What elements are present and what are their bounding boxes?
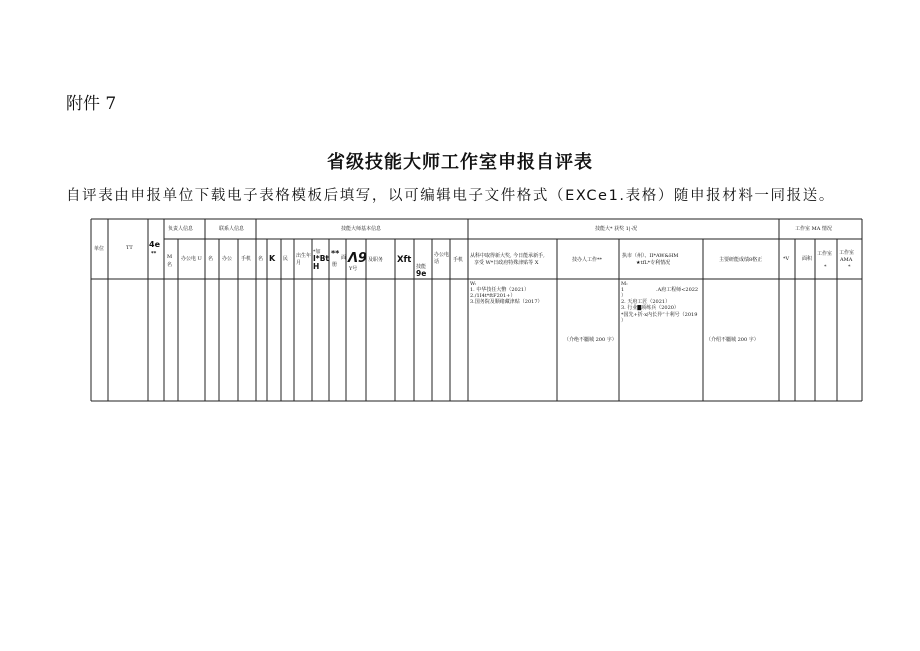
work-note: （介绝不屬城 200 字）	[564, 337, 617, 343]
col-master-star-b: 面	[341, 255, 347, 261]
awards-line: 1. 中华技任大幣（2021）	[470, 287, 530, 293]
group-contact: 联系人信息	[219, 226, 245, 232]
col-master-a9: Λ9	[348, 251, 368, 266]
col-contact-mobile: 手机	[241, 256, 252, 262]
city-line: 3. 行业▇项练兵（2020）	[621, 305, 679, 311]
col-contact-name: 名	[208, 256, 214, 262]
col-skill-city-b: ★tfL*专利情况	[636, 260, 671, 266]
col-contact-office: 办公	[222, 256, 233, 262]
city-line: .A府工程师<2022	[656, 287, 699, 293]
awards-line: 2./1I4t*ftF201+）	[470, 293, 516, 299]
col-master-bth-a: *加	[313, 249, 321, 255]
city-line: *国先+折·x内长异“十利号（2019	[621, 312, 698, 318]
col-master-mobile: 手机	[453, 257, 464, 263]
col-master-star-a: **	[331, 249, 340, 258]
col-bold1b: **	[151, 251, 157, 257]
col-master-level-a: 技能	[416, 264, 427, 270]
main-note: （介绍不屬城 200 字）	[706, 337, 759, 343]
col-bold1: 4e	[149, 240, 160, 249]
city-line: 1	[621, 287, 625, 293]
col-master-level-b: 9e	[416, 269, 427, 278]
page-title: 省级技能大师工作室申报自评表	[327, 152, 593, 173]
col-skill-awards-a: 从科中取得新大奖, 今日能承新手,	[470, 253, 545, 259]
col-studio-ama-b: AMA	[840, 257, 853, 263]
description-text: 自评表由申报单位下载电子表格模板后填写，以可编辑电子文件格式（EXCe1.表格）随申报材料一同报送。	[66, 188, 835, 204]
city-line: 2. 天府工匠（2021）	[621, 299, 671, 305]
col-studio-room-a: 工作室	[817, 251, 833, 257]
col-skill-awards-b: 享受 W*日政府特殊津贴等 X	[474, 260, 539, 266]
col-leader-name2: 名	[167, 262, 173, 268]
col-master-k: K	[269, 254, 276, 263]
col-master-birth2: 月	[296, 260, 302, 266]
city-line: ）	[621, 318, 627, 324]
col-master-office: 办公电	[434, 252, 450, 258]
col-skill-city-a: 执市（州）、II*AW&HM	[622, 253, 679, 259]
city-line: M:	[621, 281, 628, 287]
col-unit: 单位	[94, 246, 105, 252]
col-studio-area: 面积	[802, 256, 813, 262]
col-master-bth-b: I*Bt	[313, 254, 330, 263]
awards-line: W:	[470, 281, 477, 287]
col-studio-ama-a: 工作室	[839, 250, 855, 256]
group-master-basic: 技能大师基本信息	[341, 226, 382, 232]
col-master-name: 名	[258, 256, 264, 262]
col-studio-v: *V	[783, 256, 790, 262]
col-master-birth: 出生年	[296, 253, 312, 259]
group-master-skill: 技能大* 获奖 1|·况	[595, 226, 638, 232]
col-leader-office: 办公电 U	[181, 256, 202, 262]
city-line: ）	[621, 293, 627, 299]
col-studio-ama-c: *	[848, 264, 851, 270]
col-master-ethnic: 民	[283, 256, 289, 262]
group-studio: 工作室 MA 情况	[795, 226, 832, 232]
col-tt: TT	[126, 245, 133, 251]
col-skill-main: 主要研能成绩8格正	[719, 257, 763, 263]
attachment-label: 附件 7	[66, 94, 117, 114]
city-cell	[621, 281, 698, 324]
awards-line: 3.国务院及顺绪藏津贴（2017）	[470, 299, 543, 305]
col-master-a9b: Y号	[349, 266, 358, 272]
col-studio-room-b: *	[824, 264, 827, 270]
col-master-star-c: 册	[332, 262, 338, 268]
group-leader: 负责人信息	[168, 226, 194, 232]
awards-cell	[470, 281, 543, 305]
col-master-xft: Xft	[397, 255, 412, 265]
col-master-office2: 话	[434, 259, 440, 265]
col-master-job: 及职务	[368, 257, 384, 263]
col-leader-name: M	[167, 254, 173, 260]
col-skill-work: 技办人工作**	[572, 257, 603, 263]
col-master-bth-c: H	[313, 262, 320, 271]
